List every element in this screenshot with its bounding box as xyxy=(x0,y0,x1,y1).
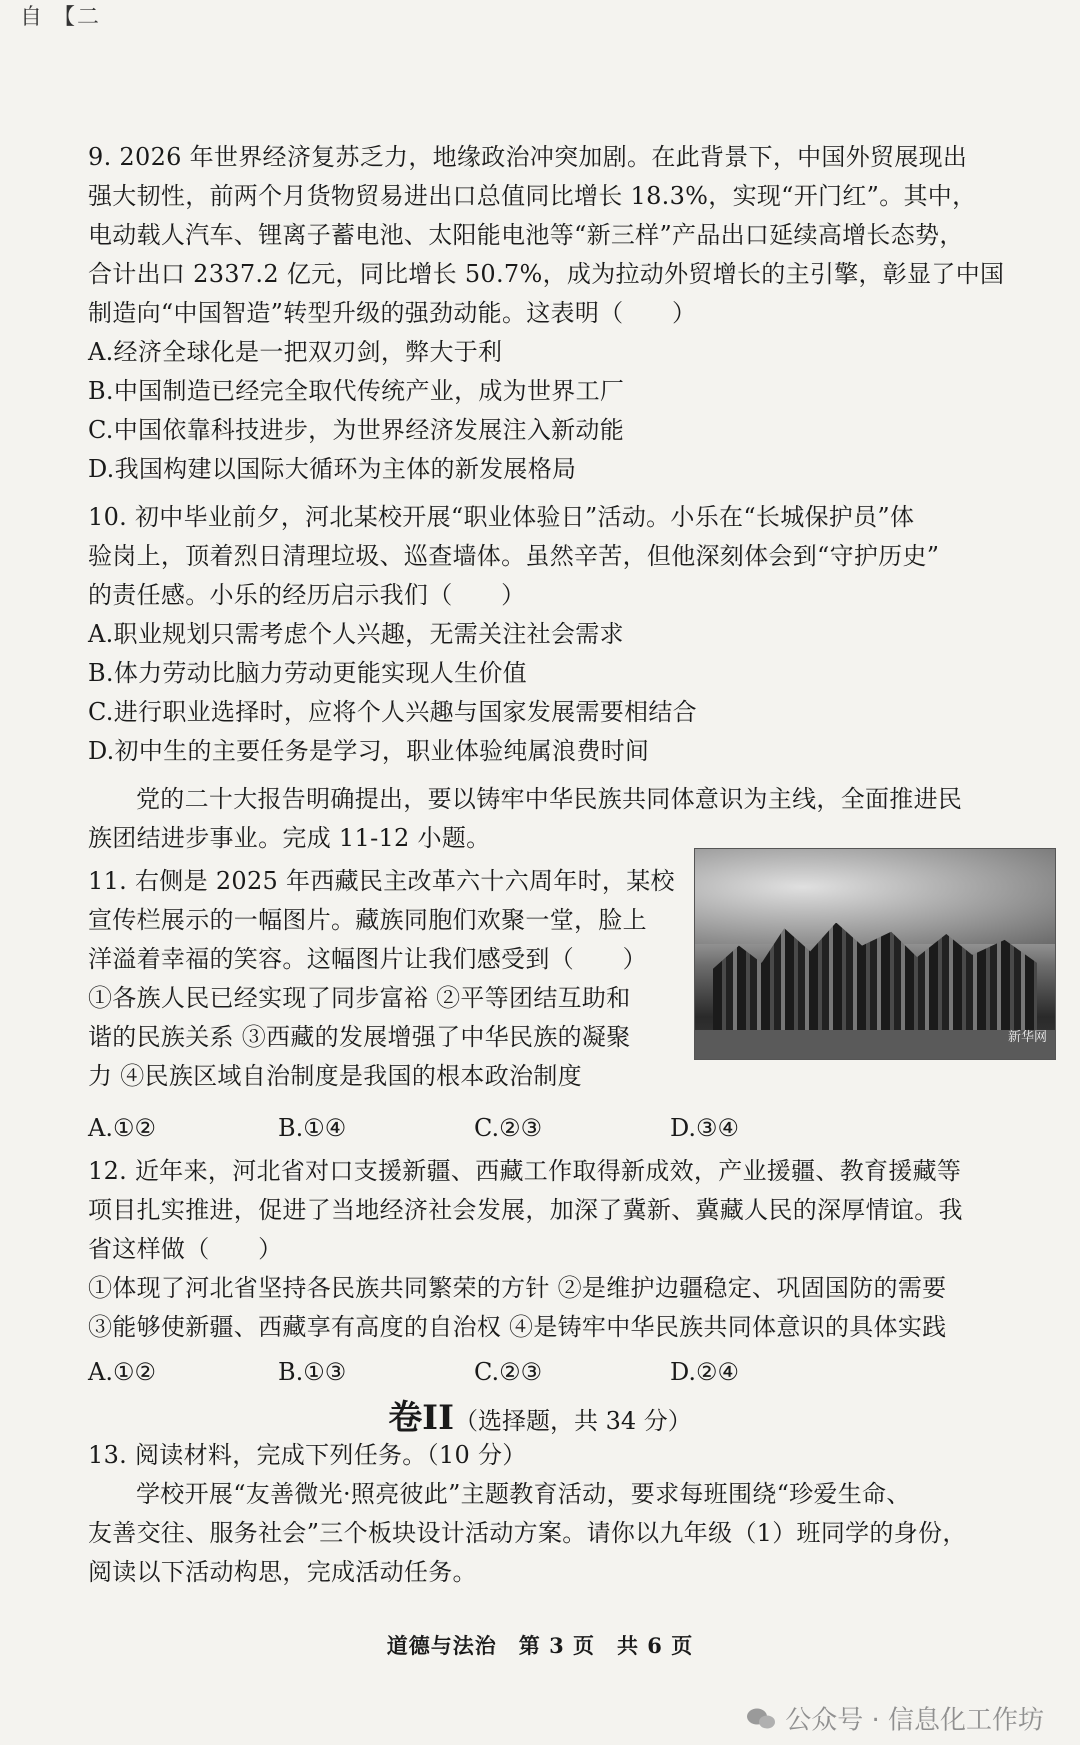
q11-option-c: C.②③ xyxy=(474,1114,543,1142)
section-title xyxy=(0,1390,1080,1439)
wechat-icon xyxy=(747,1706,777,1730)
q10-line: 的责任感。小乐的经历启示我们（ ） xyxy=(88,581,526,609)
q12-option-d: D.②④ xyxy=(670,1358,740,1386)
photo-logo: 新华网 xyxy=(1007,1030,1047,1045)
q10-option-c: C.进行职业选择时，应将个人兴趣与国家发展需要相结合 xyxy=(88,698,697,726)
section-title-main: 卷II xyxy=(388,1398,454,1438)
q9-option-b: B.中国制造已经完全取代传统产业，成为世界工厂 xyxy=(88,377,625,405)
q13-line: 阅读以下活动构思，完成活动任务。 xyxy=(88,1558,477,1586)
q10-option-d: D.初中生的主要任务是学习，职业体验纯属浪费时间 xyxy=(88,737,650,765)
q11-line: 洋溢着幸福的笑容。这幅图片让我们感受到（ ） xyxy=(88,945,647,973)
question-10 xyxy=(88,498,1008,771)
q10-option-a: A.职业规划只需考虑个人兴趣，无需关注社会需求 xyxy=(88,620,624,648)
q13-line: 友善交往、服务社会”三个板块设计活动方案。请你以九年级（1）班同学的身份， xyxy=(88,1519,967,1547)
q9-line: 9. 2026 年世界经济复苏乏力，地缘政治冲突加剧。在此背景下，中国外贸展现出 xyxy=(88,143,968,171)
q12-option-b: B.①③ xyxy=(278,1358,347,1386)
q9-line: 强大韧性，前两个月货物贸易进出口总值同比增长 18.3%，实现“开门红”。其中， xyxy=(88,182,977,210)
intro-11-12 xyxy=(88,780,1008,858)
watermark xyxy=(747,1700,1044,1737)
watermark-text: 公众号 · 信息化工作坊 xyxy=(785,1705,1044,1736)
question-9 xyxy=(88,138,1008,489)
q9-option-c: C.中国依靠科技进步，为世界经济发展注入新动能 xyxy=(88,416,625,444)
q10-line: 验岗上，顶着烈日清理垃圾、巡查墙体。虽然辛苦，但他深刻体会到“守护历史” xyxy=(88,542,940,570)
question-13 xyxy=(88,1436,1008,1592)
question-11 xyxy=(88,862,688,1096)
q11-options xyxy=(88,1108,1008,1148)
q13-heading: 13. 阅读材料，完成下列任务。（10 分） xyxy=(88,1441,527,1469)
q9-line: 合计出口 2337.2 亿元，同比增长 50.7%，成为拉动外贸增长的主引擎，彰显了中国 xyxy=(88,260,1005,288)
question-12 xyxy=(88,1152,1008,1347)
q11-line: 11. 右侧是 2025 年西藏民主改革六十六周年时，某校 xyxy=(88,867,675,895)
q11-line: 谐的民族关系 ③西藏的发展增强了中华民族的凝聚 xyxy=(88,1023,631,1051)
q12-option-a: A.①② xyxy=(88,1358,156,1386)
q9-line: 电动载人汽车、锂离子蓄电池、太阳能电池等“新三样”产品出口延续高增长态势， xyxy=(88,221,964,249)
q12-line: ③能够使新疆、西藏享有高度的自治权 ④是铸牢中华民族共同体意识的具体实践 xyxy=(88,1313,947,1341)
q11-option-b: B.①④ xyxy=(278,1114,347,1142)
q9-line: 制造向“中国智造”转型升级的强劲动能。这表明（ ） xyxy=(88,299,697,327)
q11-line: 力 ④民族区域自治制度是我国的根本政治制度 xyxy=(88,1062,582,1090)
q12-options xyxy=(88,1352,1008,1392)
top-mark: 自 【二 xyxy=(20,5,101,30)
q12-line: 省这样做（ ） xyxy=(88,1235,283,1263)
q12-line: 12. 近年来，河北省对口支援新疆、西藏工作取得新成效，产业援疆、教育援藏等 xyxy=(88,1157,962,1185)
tibet-celebration-photo xyxy=(694,848,1056,1060)
intro-line: 党的二十大报告明确提出，要以铸牢中华民族共同体意识为主线，全面推进民 xyxy=(136,785,963,813)
q10-line: 10. 初中毕业前夕，河北某校开展“职业体验日”活动。小乐在“长城保护员”体 xyxy=(88,503,915,531)
section-title-sub: （选择题，共 34 分） xyxy=(454,1407,692,1435)
q12-option-c: C.②③ xyxy=(474,1358,543,1386)
page-footer: 道德与法治 第 3 页 共 6 页 xyxy=(386,1633,694,1658)
q9-option-a: A.经济全球化是一把双刃剑，弊大于利 xyxy=(88,338,503,366)
q11-option-a: A.①② xyxy=(88,1114,156,1142)
q11-line: ①各族人民已经实现了同步富裕 ②平等团结互助和 xyxy=(88,984,631,1012)
q12-line: ①体现了河北省坚持各民族共同繁荣的方针 ②是维护边疆稳定、巩固国防的需要 xyxy=(88,1274,947,1302)
q13-line: 学校开展“友善微光·照亮彼此”主题教育活动，要求每班围绕“珍爱生命、 xyxy=(136,1480,911,1508)
q11-option-d: D.③④ xyxy=(670,1114,740,1142)
q9-option-d: D.我国构建以国际大循环为主体的新发展格局 xyxy=(88,455,577,483)
intro-line: 族团结进步事业。完成 11-12 小题。 xyxy=(88,824,491,852)
q10-option-b: B.体力劳动比脑力劳动更能实现人生价值 xyxy=(88,659,527,687)
q11-line: 宣传栏展示的一幅图片。藏族同胞们欢聚一堂，脸上 xyxy=(88,906,647,934)
q12-line: 项目扎实推进，促进了当地经济社会发展，加深了冀新、冀藏人民的深厚情谊。我 xyxy=(88,1196,963,1224)
